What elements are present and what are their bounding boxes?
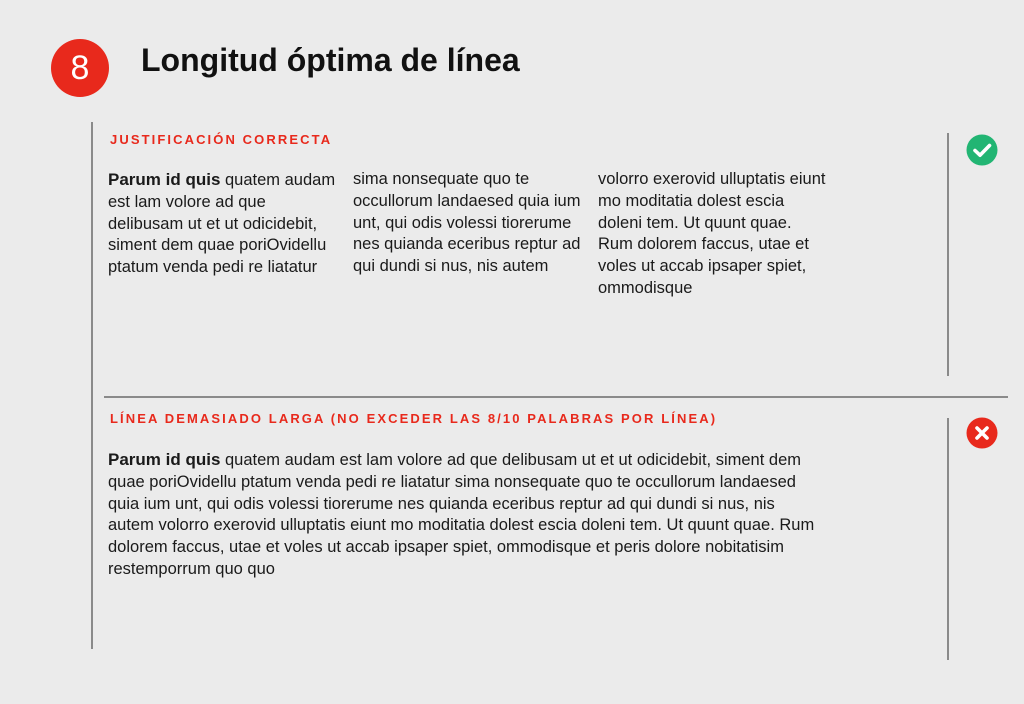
- check-circle-icon: [966, 134, 998, 166]
- text-column-2: [353, 169, 583, 278]
- x-circle-icon: [966, 417, 998, 449]
- text-column-1-body: quatem audam est lam volore ad que delibusam ut et ut odicidebit, siment dem quae poriOvidellu ptatum venda pedi re liatatur: [108, 171, 336, 277]
- text-column-1-lead: Parum id quis: [108, 170, 221, 189]
- page-title: Longitud óptima de línea: [141, 42, 520, 78]
- long-line-paragraph: [108, 449, 818, 581]
- section-divider: [104, 396, 1008, 398]
- left-vertical-rule: [91, 122, 93, 649]
- text-column-2-body: sima nonsequate quo te occullorum landaesed quia ium unt, qui odis volessi tiorerume nes quianda eceribus reptur ad qui dundi si nus, nis autem: [353, 170, 581, 276]
- long-line-paragraph-lead: Parum id quis: [108, 450, 221, 469]
- incorrect-example-heading: LÍNEA DEMASIADO LARGA (NO EXCEDER LAS 8/10 PALABRAS POR LÍNEA): [110, 411, 718, 426]
- right-vertical-rule-bottom: [947, 418, 949, 660]
- text-column-3: [598, 169, 828, 300]
- step-number-badge: [51, 39, 109, 97]
- text-column-3-body: volorro exerovid ulluptatis eiunt mo moditatia dolest escia doleni tem. Ut quunt quae. Rum dolorem faccus, utae et voles ut accab ipsaper spiet, ommodisque: [598, 170, 826, 297]
- step-number: 8: [70, 49, 90, 87]
- text-column-1: [108, 169, 338, 279]
- long-line-paragraph-body: quatem audam est lam volore ad que delibusam ut et ut odicidebit, siment dem quae poriOvidellu ptatum venda pedi re liatatur sima nonsequate quo te occullorum landaesed quia ium unt, qui odis volessi tiorerume nes quianda eceribus reptur ad qui dundi si nus, nis autem volorro exerovid ulluptatis eiunt mo moditatia dolest escia doleni tem. Ut quunt quae. Rum dolorem faccus, utae et voles ut accab ipsaper spiet, ommodisque et peris dolore nobitatisim restemporrum quo quo: [108, 451, 815, 578]
- correct-example-heading: JUSTIFICACIÓN CORRECTA: [110, 132, 333, 147]
- right-vertical-rule-top: [947, 133, 949, 376]
